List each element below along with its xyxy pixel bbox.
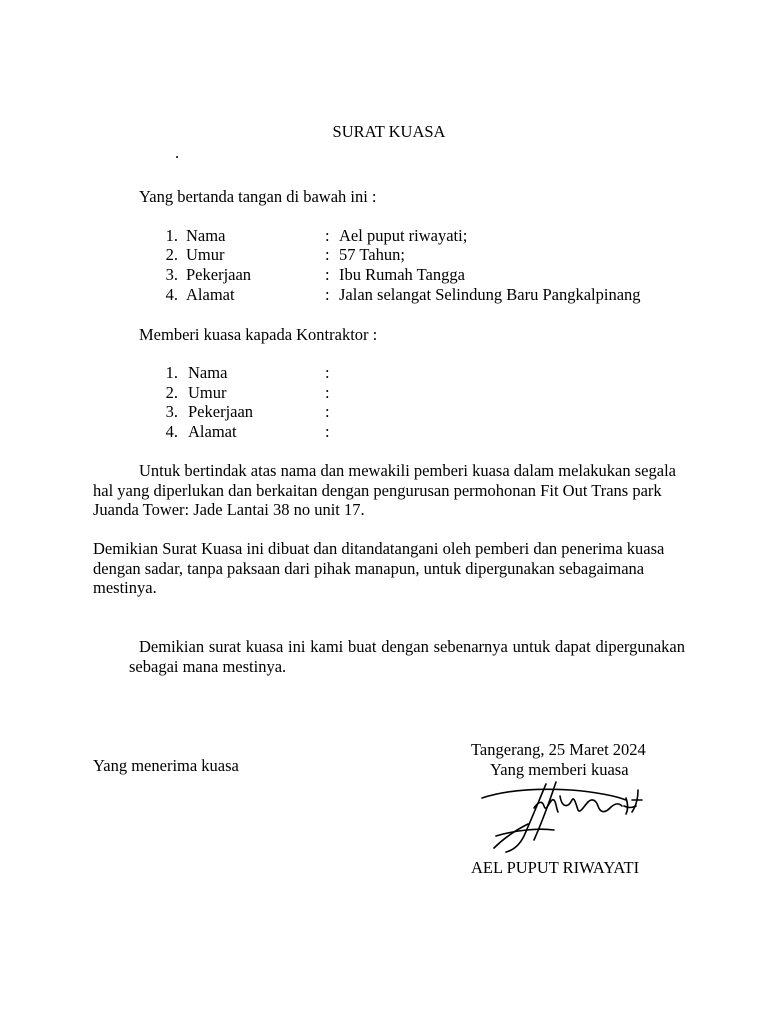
field-label: Alamat: [188, 422, 237, 441]
field-colon: :: [325, 285, 330, 304]
field-colon: :: [325, 363, 330, 382]
field-label: Pekerjaan: [188, 402, 254, 421]
grantor-intro: Yang bertanda tangan di bawah ini :: [139, 187, 377, 206]
field-label: Nama: [186, 226, 226, 245]
document-title: SURAT KUASA: [332, 122, 446, 141]
field-colon: :: [325, 226, 330, 245]
stray-mark: .: [175, 143, 180, 162]
list-number: 1.: [165, 363, 178, 382]
field-label: Pekerjaan: [186, 265, 252, 284]
field-value: Ibu Rumah Tangga: [339, 265, 465, 284]
field-label: Nama: [188, 363, 228, 382]
closing-paragraph-1: Demikian Surat Kuasa ini dibuat dan ditandatangani oleh pemberi dan penerima kuasa dengan sadar, tanpa paksaan dari pihak manapun, untuk dipergunakan sebagaimana mestinya.: [93, 539, 665, 597]
grantee-intro: Memberi kuasa kapada Kontraktor :: [139, 325, 378, 344]
list-number: 2.: [165, 245, 178, 264]
field-label: Alamat: [186, 285, 235, 304]
field-value: 57 Tahun;: [339, 245, 405, 264]
field-label: Umur: [186, 245, 225, 264]
giver-name: AEL PUPUT RIWAYATI: [471, 858, 640, 877]
purpose-paragraph: Untuk bertindak atas nama dan mewakili pemberi kuasa dalam melakukan segala hal yang diperlukan dan berkaitan dengan pengurusan permohonan Fit Out Trans park Juanda Tower: Jade Lantai 38 no unit 17.: [93, 461, 676, 519]
field-colon: :: [325, 245, 330, 264]
place-date: Tangerang, 25 Maret 2024: [471, 740, 646, 759]
field-colon: :: [325, 402, 330, 421]
receiver-label: Yang menerima kuasa: [93, 756, 239, 775]
list-number: 3.: [165, 265, 178, 284]
giver-label: Yang memberi kuasa: [490, 760, 629, 779]
closing-paragraph-2: Demikian surat kuasa ini kami buat dengan sebenarnya untuk dapat dipergunakan sebagai mana mestinya.: [129, 637, 685, 676]
list-number: 1.: [165, 226, 178, 245]
field-colon: :: [325, 383, 330, 402]
field-value: Ael puput riwayati;: [339, 226, 468, 245]
list-number: 4.: [165, 422, 178, 441]
field-colon: :: [325, 265, 330, 284]
field-colon: :: [325, 422, 330, 441]
signature-image: [476, 778, 656, 858]
list-number: 4.: [165, 285, 178, 304]
field-label: Umur: [188, 383, 227, 402]
list-number: 3.: [165, 402, 178, 421]
list-number: 2.: [165, 383, 178, 402]
field-value: Jalan selangat Selindung Baru Pangkalpinang: [339, 285, 641, 304]
